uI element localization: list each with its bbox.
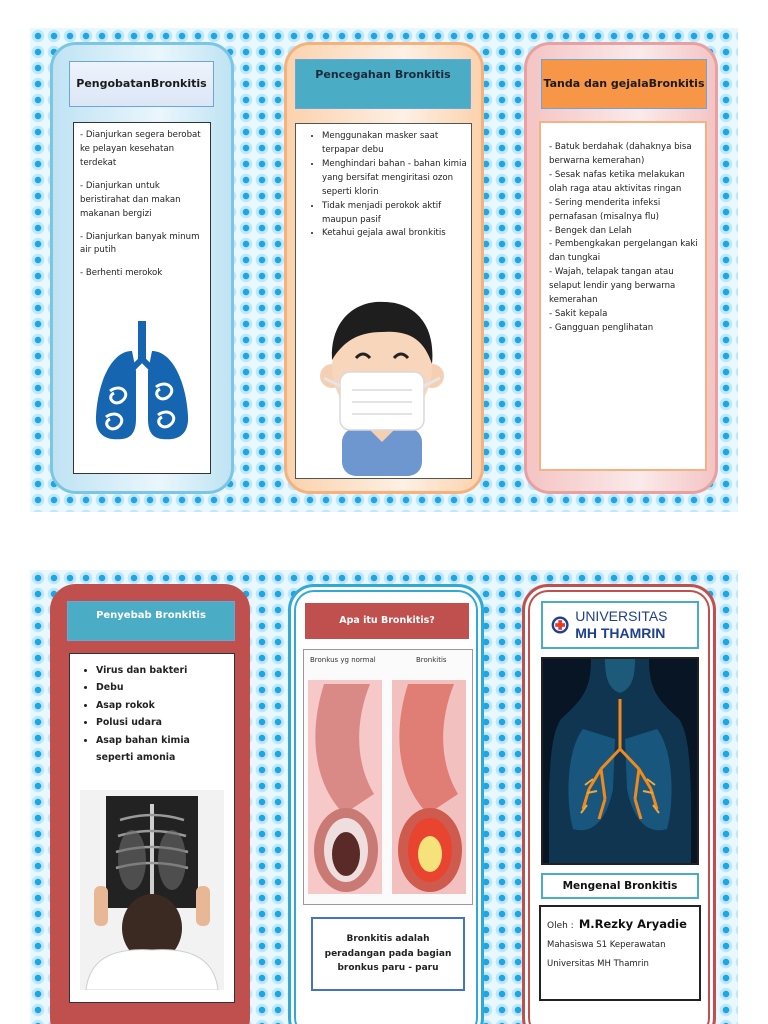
causes-content xyxy=(69,653,235,1003)
symptom-item: - Bengek dan Lelah xyxy=(549,225,632,236)
symptom-item: - Sering menderita infeksi pernafasan (misalnya flu) xyxy=(549,197,661,222)
bronchus-illustration xyxy=(304,674,474,904)
boy-with-mask-illustration xyxy=(320,286,444,476)
panel-causes xyxy=(50,584,250,1024)
definition-text: Bronkitis adalah peradangan pada bagian bronkus paru - paru xyxy=(324,934,452,974)
definition-box xyxy=(311,917,465,991)
symptoms-title: Tanda dan gejalaBronkitis xyxy=(541,59,707,109)
author-name: M.Rezky Aryadie xyxy=(578,917,687,931)
causes-title: Penyebab Bronkitis xyxy=(67,601,235,641)
cause-item: • Polusi udara xyxy=(96,714,230,731)
university-logo xyxy=(541,601,699,649)
panel-symptoms xyxy=(524,42,718,494)
lungs-anatomy-image xyxy=(541,657,699,865)
cause-item: • Asap bahan kimia seperti amonia xyxy=(96,732,230,767)
bronchus-comparison-image xyxy=(303,649,473,905)
cause-item: • Asap rokok xyxy=(96,697,230,714)
symptom-item: - Wajah, telapak tangan atau selaput lendir yang berwarna kemerahan xyxy=(549,267,676,306)
prevention-content xyxy=(295,123,472,479)
treatment-item: - Dianjurkan banyak minum air putih xyxy=(80,231,200,256)
prevention-item: • Menggunakan masker saat terpapar debu xyxy=(322,130,467,158)
treatment-item: - Dianjurkan segera berobat ke pelayan kesehatan terdekat xyxy=(80,130,201,168)
cause-item: • Virus dan bakteri xyxy=(96,662,230,679)
symptom-item: - Sesak nafas ketika melakukan olah raga atau aktivitas ringan xyxy=(549,169,685,194)
lungs-icon xyxy=(92,321,192,449)
symptom-item: - Gangguan penglihatan xyxy=(549,322,654,333)
symptoms-content xyxy=(539,121,707,471)
panel-treatment xyxy=(50,42,234,494)
symptom-item: - Pembengkakan pergelangan kaki dan tungkai xyxy=(549,239,698,264)
university-logo-icon xyxy=(551,610,569,640)
prevention-item: • Menghindari bahan - bahan kimia yang bersifat mengiritasi ozon seperti klorin xyxy=(322,158,467,200)
author-affiliation-line1: Mahasiswa S1 Keperawatan xyxy=(547,940,666,950)
treatment-content xyxy=(73,122,211,474)
logo-text-line2: MH THAMRIN xyxy=(575,625,666,641)
treatment-item: - Berhenti merokok xyxy=(80,268,163,279)
brochure-outside-sheet xyxy=(30,28,738,512)
what-is-title: Apa itu Bronkitis? xyxy=(305,603,469,639)
prevention-item: • Ketahui gejala awal bronkitis xyxy=(322,227,467,241)
lungs-anatomy-illustration xyxy=(543,659,697,863)
by-label: Oleh : xyxy=(547,921,574,931)
panel-cover xyxy=(522,584,716,1024)
symptom-item: - Sakit kepala xyxy=(549,309,608,320)
treatment-item: - Dianjurkan untuk beristirahat dan makan makanan bergizi xyxy=(80,180,181,219)
treatment-title: PengobatanBronkitis xyxy=(69,61,214,107)
panel-what-is xyxy=(288,584,484,1024)
cause-item: • Debu xyxy=(96,679,230,696)
prevention-item: • Tidak menjadi perokok aktif maupun pasif xyxy=(322,200,467,228)
symptom-item: - Batuk berdahak (dahaknya bisa berwarna kemerahan) xyxy=(549,142,692,166)
logo-text-line1: UNIVERSITAS xyxy=(575,608,668,625)
author-box xyxy=(539,905,701,1001)
panel-prevention xyxy=(284,42,484,494)
label-bronchitis: Bronkitis xyxy=(416,656,447,664)
brochure-inside-sheet xyxy=(30,570,738,1024)
label-normal-bronchus: Bronkus yg normal xyxy=(310,656,376,664)
cover-title: Mengenal Bronkitis xyxy=(541,873,699,899)
author-affiliation-line2: Universitas MH Thamrin xyxy=(547,959,649,969)
prevention-title: Pencegahan Bronkitis xyxy=(295,59,471,109)
xray-doctor-photo xyxy=(80,790,224,990)
